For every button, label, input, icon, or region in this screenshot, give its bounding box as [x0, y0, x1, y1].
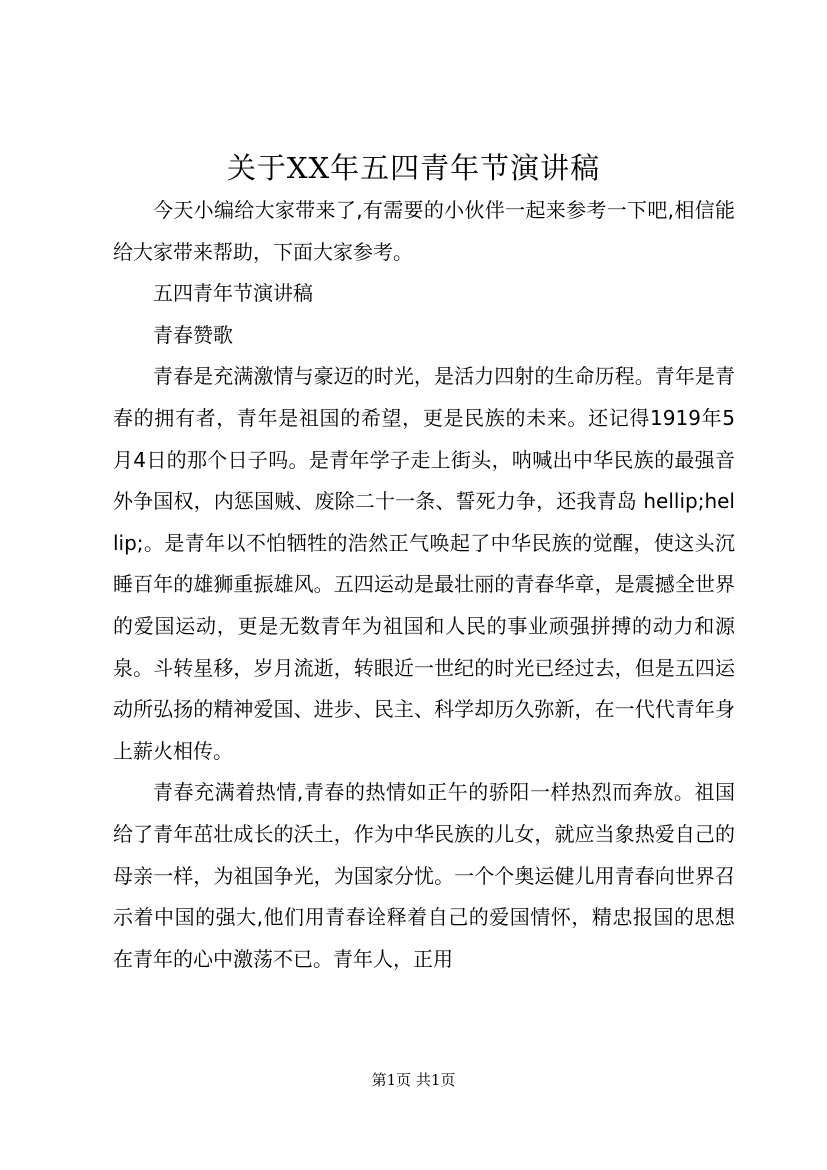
- document-title: 关于XX年五四青年节演讲稿: [226, 151, 601, 185]
- document-body: [113, 190, 735, 980]
- body-paragraph: 青春充满着热情,青春的热情如正午的骄阳一样热烈而奔放。祖国给了青年茁壮成长的沃土，作为中华民族的儿女，就应当象热爱自己的母亲一样，为祖国争光，为国家分忧。一个个奥运健儿用青春向世界召示着中国的强大,他们用青春诠释着自己的爱国情怀，精忠报国的思想在青年的心中激荡不已。青年人，正用: [113, 780, 735, 971]
- body-paragraph: 青春是充满激情与豪迈的时光，是活力四射的生命历程。青年是青春的拥有者，青年是祖国的希望，更是民族的未来。还记得1919年5月4日的那个日子吗。是青年学子走上街头，呐喊出中华民族的最强音外争国权，内惩国贼、废除二十一条、誓死力争，还我青岛 hellip;hellip;。是青年以不怕牺牲的浩然正气唤起了中华民族的觉醒，使这头沉睡百年的雄狮重振雄风。五四运动是最壮丽的青春华章，是震撼全世界的爱国运动，更是无数青年为祖国和人民的事业顽强拼搏的动力和源泉。斗转星移，岁月流逝，转眼近一世纪的时光已经过去，但是五四运动所弘扬的精神爱国、进步、民主、科学却历久弥新，在一代代青年身上薪火相传。: [113, 364, 735, 763]
- intro-paragraph: 今天小编给大家带来了,有需要的小伙伴一起来参考一下吧,相信能给大家带来帮助，下面大家参考。: [113, 198, 735, 264]
- speech-heading: 五四青年节演讲稿: [153, 281, 313, 306]
- speech-subtitle: 青春赞歌: [153, 322, 233, 347]
- page-number-footer: 第1页 共1页: [371, 1071, 456, 1089]
